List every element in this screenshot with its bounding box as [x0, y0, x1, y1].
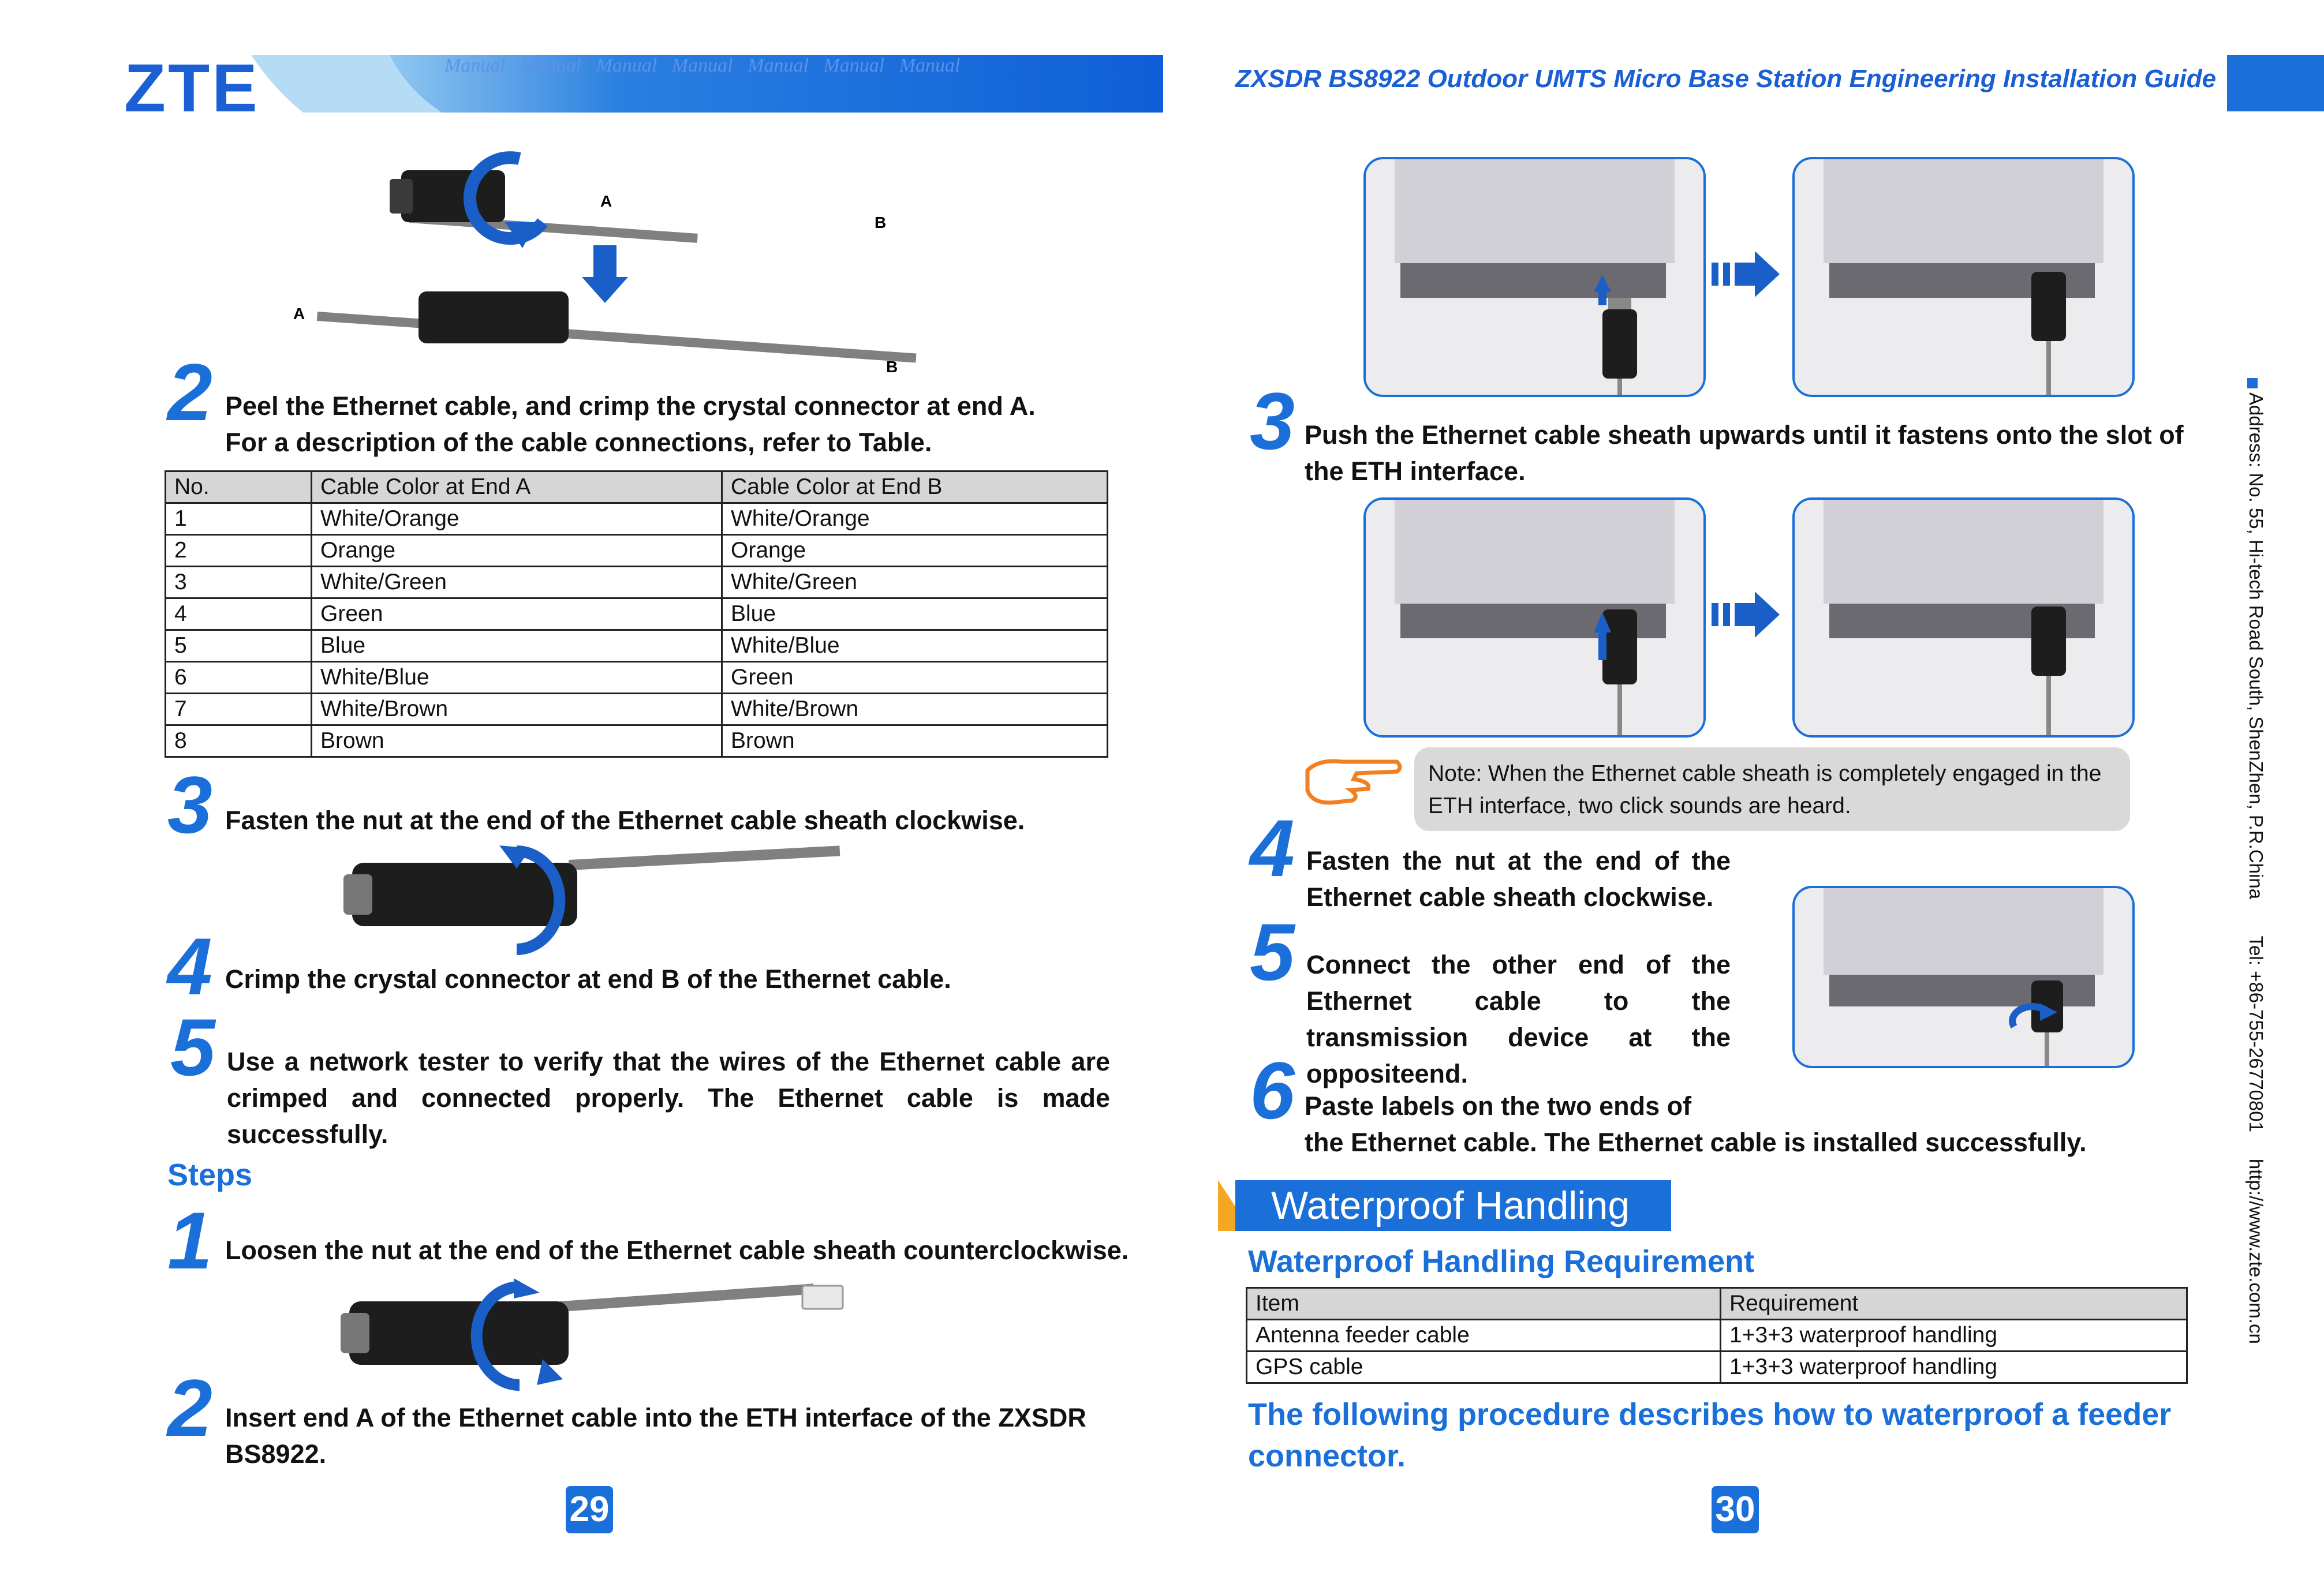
arrow-right-icon — [1712, 589, 1784, 641]
install-photo — [1792, 886, 2135, 1068]
cable-color-table — [165, 470, 1108, 758]
table-row — [1247, 1320, 2187, 1352]
table-cell: 7 — [166, 694, 312, 725]
step-number: 5 — [1250, 907, 1295, 997]
table-row — [1247, 1352, 2187, 1383]
table-cell: 1 — [166, 503, 312, 535]
step-text: Paste labels on the two ends of the Ethernet cable. The Ethernet cable is installed successfully. — [1305, 1091, 2087, 1157]
waterproof-requirement-table — [1246, 1287, 2188, 1384]
label-b-bottom: B — [886, 358, 898, 376]
table-cell: White/Blue — [312, 662, 722, 694]
table-header-cell: Cable Color at End B — [722, 471, 1108, 503]
table-row — [166, 598, 1108, 630]
table-row — [166, 630, 1108, 662]
note-box: Note: When the Ethernet cable sheath is completely engaged in the ETH interface, two click sounds are heard. — [1414, 747, 2130, 831]
step-number: 2 — [167, 1363, 212, 1453]
table-header-cell: Item — [1247, 1288, 1721, 1320]
guide-title: ZXSDR BS8922 Outdoor UMTS Micro Base Station Engineering Installation Guide — [1235, 65, 2217, 93]
step-number: 6 — [1250, 1045, 1295, 1136]
steps-heading: Steps — [167, 1158, 253, 1192]
sidebar-url: http://www.zte.com.cn — [2245, 1158, 2267, 1344]
install-photo — [1363, 157, 1706, 397]
fasten-nut-diagram — [343, 843, 851, 958]
arrow-right-icon — [1712, 248, 1784, 300]
table-cell: Antenna feeder cable — [1247, 1320, 1721, 1352]
step-number: 3 — [1250, 376, 1295, 466]
table-cell: White/Brown — [312, 694, 722, 725]
step-text: Push the Ethernet cable sheath upwards until it fastens onto the slot of the ETH interface. — [1305, 420, 2184, 486]
zte-logo: ZTE — [124, 50, 260, 126]
step-text: Insert end A of the Ethernet cable into the ETH interface of the ZXSDR BS8922. — [225, 1403, 1086, 1469]
step-text: Fasten the nut at the end of the Ethernet cable sheath clockwise. — [1306, 846, 1731, 912]
table-cell: White/Orange — [722, 503, 1108, 535]
table-cell: 4 — [166, 598, 312, 630]
table-row — [166, 535, 1108, 567]
install-photo — [1792, 157, 2135, 397]
sidebar-contact — [2245, 392, 2267, 1344]
table-cell: Green — [312, 598, 722, 630]
table-cell: Brown — [312, 725, 722, 757]
header-right-block — [2227, 55, 2324, 111]
step-number: 3 — [167, 759, 212, 850]
step-text: Fasten the nut at the end of the Ethernet cable sheath clockwise. — [225, 806, 1025, 835]
table-cell: Brown — [722, 725, 1108, 757]
table-cell: 3 — [166, 567, 312, 598]
table-row — [166, 662, 1108, 694]
loosen-nut-diagram — [341, 1270, 860, 1391]
subsection-title: Waterproof Handling Requirement — [1248, 1244, 1755, 1279]
table-cell: 5 — [166, 630, 312, 662]
table-header-cell: No. — [166, 471, 312, 503]
pointing-hand-icon — [1302, 747, 1406, 811]
step-number: 4 — [167, 921, 212, 1012]
table-cell: Green — [722, 662, 1108, 694]
table-cell: White/Green — [722, 567, 1108, 598]
install-photo — [1363, 497, 1706, 738]
table-cell: 6 — [166, 662, 312, 694]
label-a-top: A — [600, 192, 612, 210]
table-cell: Orange — [312, 535, 722, 567]
step-text: Connect the other end of the Ethernet cable to the transmission device at the oppositeend. — [1306, 950, 1731, 1088]
table-cell: Blue — [722, 598, 1108, 630]
page-number: 29 — [566, 1486, 613, 1533]
banner-watermark: Manual Manual Manual Manual Manual Manual Manual — [444, 55, 961, 76]
connector-assembly-diagram — [277, 147, 924, 378]
table-row — [166, 694, 1108, 725]
table-header-cell: Cable Color at End A — [312, 471, 722, 503]
table-cell: 2 — [166, 535, 312, 567]
table-cell: White/Brown — [722, 694, 1108, 725]
step-number: 4 — [1250, 803, 1295, 893]
table-header-row — [166, 471, 1108, 503]
table-cell: White/Blue — [722, 630, 1108, 662]
sidebar-marker — [2247, 378, 2258, 388]
step-number: 2 — [167, 347, 212, 437]
table-cell: 8 — [166, 725, 312, 757]
section-title: Waterproof Handling — [1235, 1180, 1671, 1231]
sidebar-tel: Tel: +86-755-26770801 — [2245, 935, 2267, 1133]
page-number: 30 — [1712, 1486, 1759, 1533]
step-text: Crimp the crystal connector at end B of the Ethernet cable. — [225, 964, 951, 994]
table-cell: Blue — [312, 630, 722, 662]
step-number: 1 — [167, 1195, 212, 1286]
table-header-cell: Requirement — [1721, 1288, 2187, 1320]
step-text: Peel the Ethernet cable, and crimp the crystal connector at end A. For a description of the cable connections, refer to Table. — [225, 391, 1036, 457]
table-row — [166, 725, 1108, 757]
table-row — [166, 567, 1108, 598]
label-b-top: B — [875, 214, 887, 231]
table-header-row — [1247, 1288, 2187, 1320]
table-row — [166, 503, 1108, 535]
table-cell: White/Orange — [312, 503, 722, 535]
procedure-intro: The following procedure describes how to waterproof a feeder connector. — [1248, 1397, 2172, 1473]
step-number: 5 — [170, 1002, 215, 1092]
table-cell: White/Green — [312, 567, 722, 598]
step-text: Loosen the nut at the end of the Ethernet cable sheath counterclockwise. — [225, 1236, 1129, 1265]
table-cell: 1+3+3 waterproof handling — [1721, 1320, 2187, 1352]
install-photo — [1792, 497, 2135, 738]
step-text: Use a network tester to verify that the wires of the Ethernet cable are crimped and connected properly. The Ethernet cable is made successfully. — [227, 1047, 1110, 1149]
table-cell: 1+3+3 waterproof handling — [1721, 1352, 2187, 1383]
table-cell: GPS cable — [1247, 1352, 1721, 1383]
table-cell: Orange — [722, 535, 1108, 567]
sidebar-address: Address: No. 55, Hi-tech Road South, ShenZhen, P.R.China — [2245, 392, 2267, 900]
label-a-bottom: A — [293, 305, 305, 323]
